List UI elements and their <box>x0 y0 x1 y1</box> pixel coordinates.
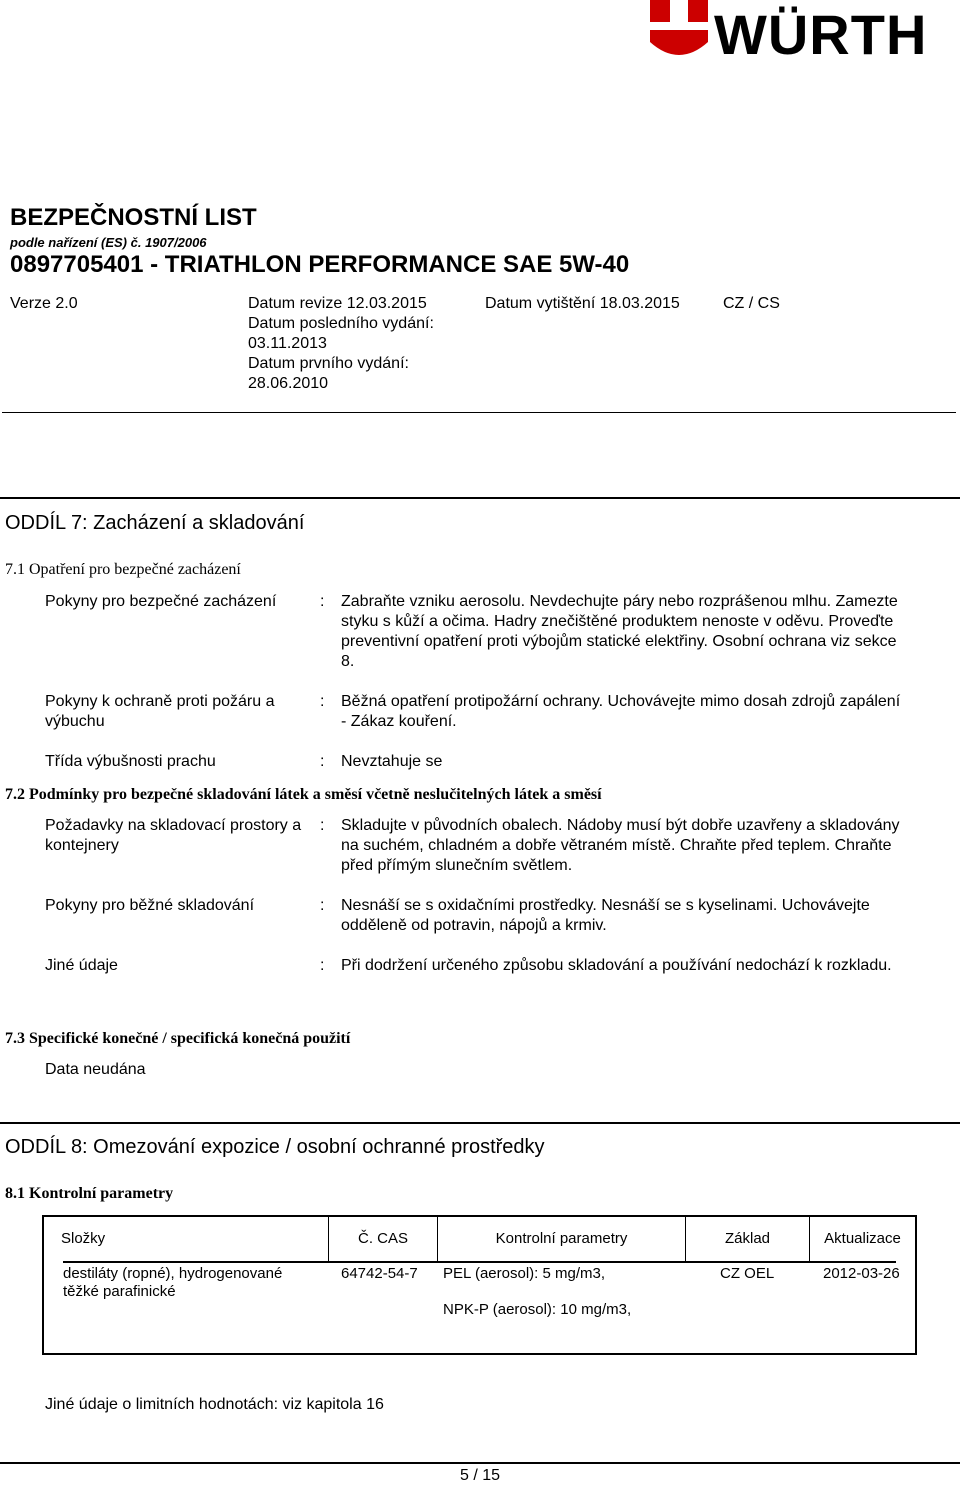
footer-divider <box>0 1462 960 1464</box>
table-header-parameters: Kontrolní parametry <box>495 1230 628 1247</box>
other-info-value: Při dodržení určeného způsobu skladování a používání nedochází k rozkladu. <box>341 957 892 974</box>
section8-divider <box>0 1122 960 1124</box>
table-header-updated: Aktualizace <box>824 1230 901 1247</box>
fire-protection-label: Pokyny k ochraně proti požáru a výbuchu <box>45 693 275 730</box>
handling-label: Pokyny pro bezpečné zacházení <box>45 593 277 610</box>
section8-1-title: 8.1 Kontrolní parametry <box>5 1185 174 1202</box>
dust-explosion-label: Třída výbušnosti prachu <box>45 753 216 770</box>
section7-3-title: 7.3 Specifické konečné / specifická konečná použití <box>5 1030 351 1047</box>
table-header-components: Složky <box>61 1230 106 1247</box>
table-cell-param-2: NPK-P (aerosol): 10 mg/m3, <box>443 1301 632 1318</box>
first-issue-date: 28.06.2010 <box>248 375 329 392</box>
print-date: Datum vytištění 18.03.2015 <box>485 295 680 312</box>
first-issue-label: Datum prvního vydání: <box>248 355 409 372</box>
section8-title: ODDÍL 8: Omezování expozice / osobní ochranné prostředky <box>5 1136 545 1158</box>
table-header-cas: Č. CAS <box>357 1230 408 1247</box>
colon: : <box>320 817 325 834</box>
dust-explosion-value: Nevztahuje se <box>341 753 443 770</box>
section7-title: ODDÍL 7: Zacházení a skladování <box>5 512 305 534</box>
locale: CZ / CS <box>723 295 780 312</box>
revision-date: Datum revize 12.03.2015 <box>248 295 427 312</box>
colon: : <box>320 957 325 974</box>
table-cell-param-1: PEL (aerosol): 5 mg/m3, <box>443 1265 606 1282</box>
table-cell-updated: 2012-03-26 <box>823 1265 900 1282</box>
colon: : <box>320 753 325 770</box>
wurth-logo-mark <box>648 0 960 70</box>
fire-protection-value: Běžná opatření protipožární ochrany. Uchovávejte mimo dosah zdrojů zapálení - Zákaz kouření. <box>341 693 901 730</box>
document-title: BEZPEČNOSTNÍ LIST <box>10 204 257 231</box>
colon: : <box>320 897 325 914</box>
storage-requirements-value: Skladujte v původních obalech. Nádoby musí být dobře uzavřeny a skladovány na suchém, chladném a dobře větraném místě. Chraňte před teplem. Chraňte před přímým slunečním světlem. <box>341 817 900 874</box>
table-cell-basis: CZ OEL <box>720 1265 775 1282</box>
header-divider <box>2 412 956 413</box>
storage-requirements-label: Požadavky na skladovací prostory a kontejnery <box>45 817 302 854</box>
version: Verze 2.0 <box>10 295 78 312</box>
last-issue-date: 03.11.2013 <box>248 335 327 352</box>
table-cell-component: destiláty (ropné), hydrogenované těžké parafinické <box>63 1265 283 1300</box>
colon: : <box>320 593 325 610</box>
table-header-basis: Základ <box>724 1230 771 1247</box>
specific-use-text: Data neudána <box>45 1061 146 1078</box>
colon: : <box>320 693 325 710</box>
regulation-reference: podle nařízení (ES) č. 1907/2006 <box>10 235 207 250</box>
logo-wordmark: WÜRTH <box>714 3 928 66</box>
common-storage-value: Nesnáší se s oxidačními prostředky. Nesnáší se s kyselinami. Uchovávejte odděleně od potravin, nápojů a krmiv. <box>341 897 870 934</box>
last-issue-label: Datum posledního vydání: <box>248 315 434 332</box>
table-header-rule <box>63 1261 896 1263</box>
wurth-logo <box>648 0 960 70</box>
handling-value: Zabraňte vzniku aerosolu. Nevdechujte páry nebo rozprášenou mlhu. Zamezte styku s kůží a očima. Hadry znečištěné produktem nenoste v oděvu. Proveďte preventivní opatření proti výbojům statické elektřiny. Osobní ochrana viz sekce 8. <box>341 593 898 670</box>
section7-divider <box>0 497 960 499</box>
limit-values-note: Jiné údaje o limitních hodnotách: viz kapitola 16 <box>45 1396 384 1413</box>
table-cell-cas: 64742-54-7 <box>341 1265 418 1282</box>
page-number: 5 / 15 <box>459 1467 501 1484</box>
section7-1-title: 7.1 Opatření pro bezpečné zacházení <box>5 561 241 578</box>
exposure-limits-table <box>42 1215 917 1355</box>
product-name: 0897705401 - TRIATHLON PERFORMANCE SAE 5W-40 <box>10 251 630 278</box>
common-storage-label: Pokyny pro běžné skladování <box>45 897 255 914</box>
other-info-label: Jiné údaje <box>45 957 118 974</box>
section7-2-title: 7.2 Podmínky pro bezpečné skladování látek a směsí včetně neslučitelných látek a směsí <box>5 786 602 803</box>
